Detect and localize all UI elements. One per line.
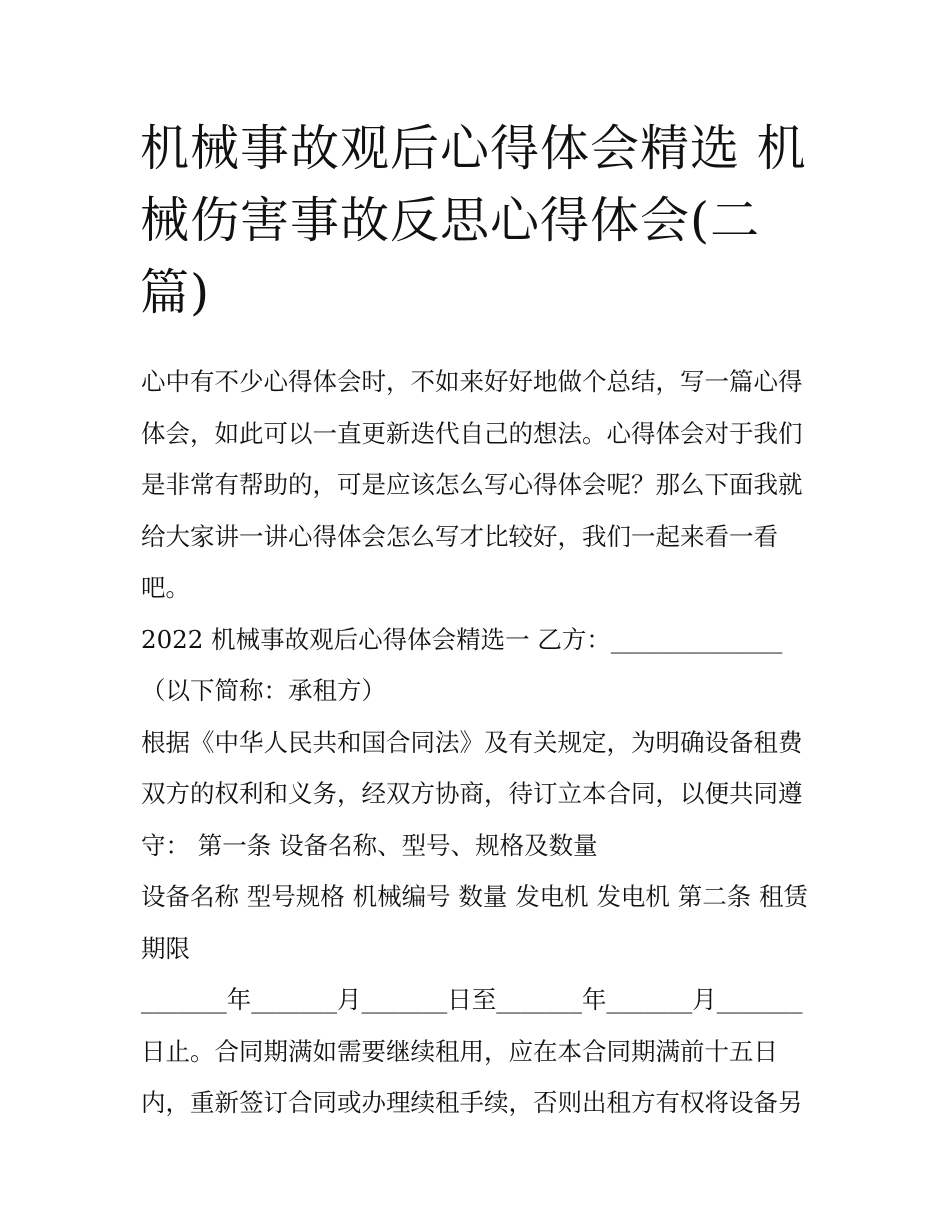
paragraph-contract-basis: 根据《中华人民共和国合同法》及有关规定，为明确设备租费双方的权利和义务，经双方协商，待订立本合同，以便共同遵守： 第一条 设备名称、型号、规格及数量 [141, 727, 803, 860]
paragraph-party-b: 2022 机械事故观后心得体会精选一 乙方：______________（以下简称：承租方） [141, 624, 783, 705]
document-title: 机械事故观后心得体会精选 机械伤害事故反思心得体会(二篇) [140, 120, 807, 321]
paragraph-intro: 心中有不少心得体会时，不如来好好地做个总结，写一篇心得体会，如此可以一直更新迭代自己的想法。心得体会对于我们是非常有帮助的，可是应该怎么写心得体会呢？那么下面我就给大家讲一讲心得体会怎么写才比较好，我们一起来看一看吧。 [141, 367, 803, 602]
document-body [141, 356, 813, 1129]
paragraph-lease-dates: _______年_______月_______日至_______年_______月_______ [141, 985, 803, 1014]
paragraph-equipment-list: 设备名称 型号规格 机械编号 数量 发电机 发电机 第二条 租赁期限 [141, 882, 809, 963]
paragraph-renewal-terms: 日止。合同期满如需要继续租用，应在本合同期满前十五日内，重新签订合同或办理续租手续，否则出租方有权将设备另 [141, 1036, 803, 1117]
